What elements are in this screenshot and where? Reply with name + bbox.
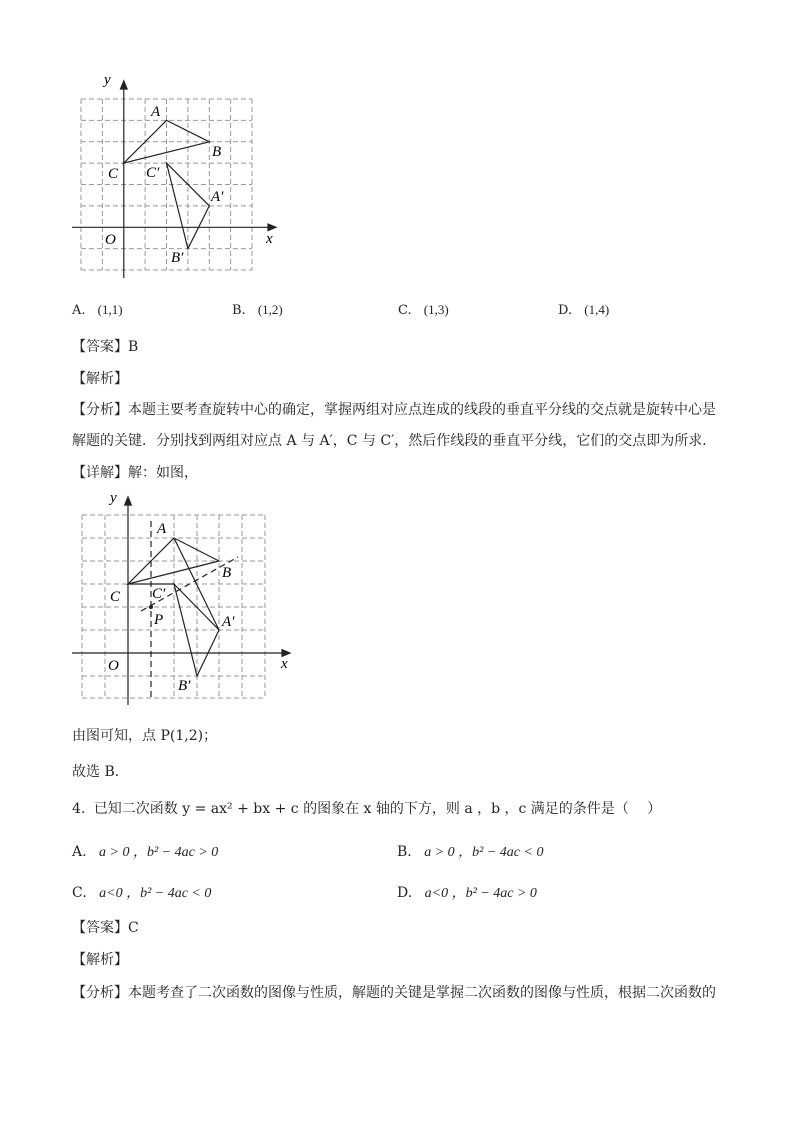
fenxi-text: 本题考查了二次函数的图像与性质，解题的关键是掌握二次函数的图像与性质，根据二次函数的 <box>128 985 716 1001</box>
y-axis-label: y <box>110 490 117 506</box>
y-axis-arrow <box>125 497 132 505</box>
q3-choose: 故选 B． <box>72 764 129 780</box>
point-a-prime-label: A′ <box>222 614 235 630</box>
q4-option-a[interactable] <box>72 842 218 863</box>
point-c-prime-label: C′ <box>146 165 160 181</box>
point-b-label: B <box>222 565 232 581</box>
q4-answer <box>72 918 139 938</box>
option-c[interactable] <box>398 300 449 321</box>
point-a-label: A <box>157 521 167 537</box>
fenxi-tag: 【分析】 <box>72 985 128 1001</box>
figure-rotation-original <box>60 68 290 283</box>
x-axis-label: x <box>281 656 288 672</box>
point-b-prime-label: B′ <box>171 250 184 266</box>
question-text: 已知二次函数 y = ax² + bx + c 的图象在 x 轴的下方，则 a ，b ，c 满足的条件是（ ） <box>93 801 662 817</box>
option-value: (1,1) <box>97 302 123 317</box>
q4-fenxi <box>72 983 716 1003</box>
q3-conclusion: 由图可知，点 P(1,2)； <box>72 728 218 744</box>
option-letter: C. <box>72 885 87 901</box>
x-axis-arrow <box>268 224 276 231</box>
option-text: a<0 ，b² − 4ac < 0 <box>99 886 212 901</box>
point-p-dot <box>149 605 153 609</box>
detail-tag: 【详解】 <box>72 465 128 481</box>
option-value: (1,4) <box>584 302 610 317</box>
y-axis-arrow <box>121 81 128 89</box>
answer-tag: 【答案】 <box>72 920 128 936</box>
option-value: (1,2) <box>257 302 283 317</box>
origin-label: O <box>108 658 119 674</box>
point-b-label: B <box>212 144 222 160</box>
answer-value: B <box>128 339 139 355</box>
origin-label: O <box>105 232 116 248</box>
option-d[interactable] <box>558 300 609 321</box>
point-p-label: P <box>154 612 164 628</box>
option-b[interactable] <box>232 300 283 321</box>
q4-option-b[interactable] <box>397 842 543 863</box>
q4-option-d[interactable] <box>397 883 537 904</box>
q3-detail <box>72 463 198 483</box>
q4-stem <box>72 799 661 819</box>
question-number: 4. <box>72 801 86 817</box>
y-axis-label: y <box>104 72 111 88</box>
answer-value: C <box>128 920 139 936</box>
x-axis-label: x <box>266 231 273 247</box>
point-b-prime-label: B′ <box>178 678 191 694</box>
option-letter: D. <box>558 303 573 318</box>
option-text: a > 0 ，b² − 4ac < 0 <box>424 845 544 860</box>
detail-text: 解：如图， <box>128 465 198 481</box>
point-c-label: C <box>110 589 121 605</box>
point-a-prime-label: A′ <box>211 189 224 205</box>
figure-rotation-solution <box>60 485 300 705</box>
option-text: a > 0 ，b² − 4ac > 0 <box>99 845 219 860</box>
option-a[interactable] <box>72 300 123 321</box>
fenxi-tag: 【分析】 <box>72 402 128 418</box>
option-letter: A. <box>72 844 87 860</box>
fenxi-text: 本题主要考查旋转中心的确定，掌握两组对应点连成的线段的垂直平分线的交点就是旋转中心是 <box>128 402 716 418</box>
point-c-label: C <box>108 166 119 182</box>
option-letter: C. <box>398 303 412 318</box>
q4-option-c[interactable] <box>72 883 211 904</box>
option-letter: B. <box>232 303 246 318</box>
answer-tag: 【答案】 <box>72 339 128 355</box>
q4-analysis-tag: 【解析】 <box>72 952 128 968</box>
option-letter: B. <box>397 844 412 860</box>
q3-analysis-tag: 【解析】 <box>72 371 128 387</box>
q3-fenxi-line1 <box>72 400 716 420</box>
q3-fenxi-line2: 解题的关键．分别找到两组对应点 A 与 A′，C 与 C′，然后作线段的垂直平分线，它们的交点即为所求． <box>72 433 717 449</box>
q3-answer <box>72 337 138 357</box>
option-letter: A. <box>72 303 86 318</box>
point-a-label: A <box>151 104 161 120</box>
option-text: a<0 ，b² − 4ac > 0 <box>424 886 537 901</box>
option-letter: D. <box>397 885 413 901</box>
option-value: (1,3) <box>423 302 449 317</box>
point-c-prime-label: C′ <box>152 586 166 602</box>
